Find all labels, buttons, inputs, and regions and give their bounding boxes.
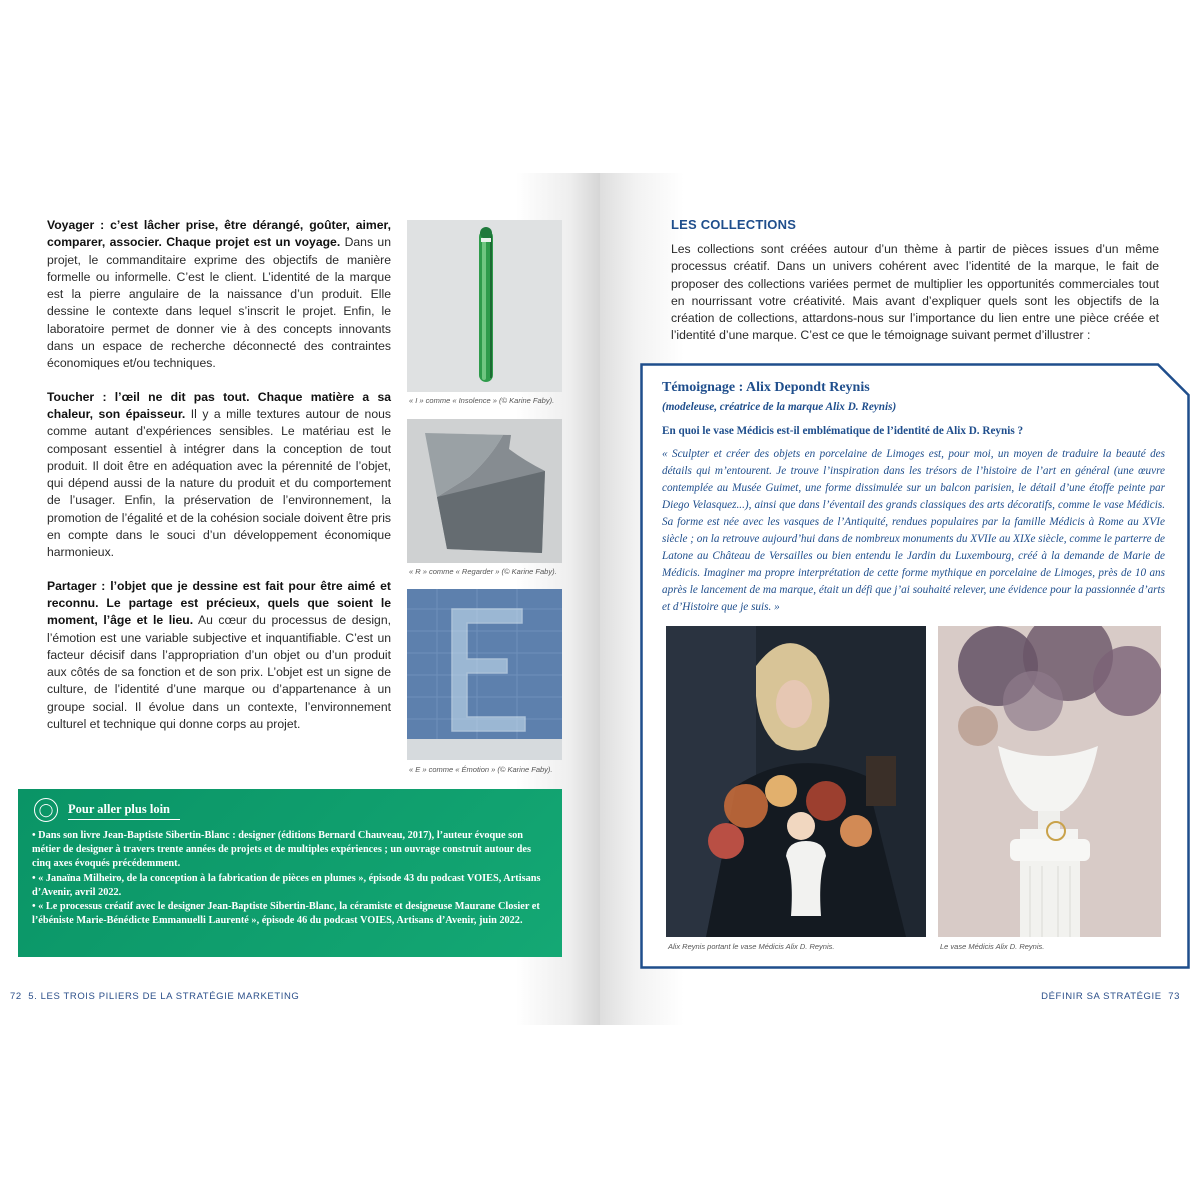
paragraph-partager <box>47 578 391 734</box>
paragraph-toucher <box>47 389 391 562</box>
list-item: • « Le processus créatif avec le designer Jean-Baptiste Sibertin-Blanc, la céramiste et designeuse Maurane Closier et l’ébéniste Marie-Bénédicte Emmanuelli Laurenté », épisode 46 du podcast VOIES, Artisans d’Avenir, juin 2022. <box>32 901 540 927</box>
photo-alix-reynis <box>666 626 926 937</box>
lightbulb-icon: ◯ <box>34 798 58 822</box>
paragraph-body: Il y a mille textures autour de nous comme autant d’expériences sensibles. Le matériau est le composant essentiel à intégrer dans la conception de tout produit. Il doit être en adéquation avec la pérennité de l’objet, qui dépend aussi de la nature du produit et du comportement de l’usager. Enfin, la préservation de l’environnement, la promotion de l’égalité et de la cohésion sociale doivent être pris en compte dans le souci d’un développement économique harmonieux. <box>47 406 391 560</box>
photo-letter-e <box>407 589 562 760</box>
left-page <box>0 173 600 1025</box>
caption-medicis-vase: Le vase Médicis Alix D. Reynis. <box>940 942 1045 951</box>
caption-letter-i: « I » comme « Insolence » (© Karine Faby). <box>409 396 555 405</box>
further-reading-title: Pour aller plus loin <box>68 802 180 820</box>
photo-medicis-vase <box>938 626 1161 937</box>
paragraph-body: Au cœur du processus de design, l’émotion est une variable subjective et inquantifiable. C’est un facteur décisif dans l’appropriation d’un objet ou d’un produit aux côtés de sa fonction et de son prix. L’objet est un signe de culture, de l’identité d’une marque ou d’appartenance à un groupe social. Il évolue dans un contexte, l’environnement culturel et technique qui donne corps au projet. <box>47 613 391 732</box>
testimony-name: Témoignage : Alix Depondt Reynis <box>662 380 870 395</box>
caption-letter-r: « R » comme « Regarder » (© Karine Faby). <box>409 567 557 576</box>
paragraph-voyager <box>47 217 391 373</box>
photo-letter-r <box>407 419 562 563</box>
paragraph-lead: Partager : l’objet que je dessine est fait pour être aimé et reconnu. Le partage est précieux, quels que soient le moment, l’âge et le lieu. <box>47 578 391 628</box>
running-head: 5. LES TROIS PILIERS DE LA STRATÉGIE MARKETING <box>28 991 300 1002</box>
paragraph-lead: Toucher : l’œil ne dit pas tout. Chaque matière a sa chaleur, son épaisseur. <box>47 389 391 421</box>
footer-right <box>1041 991 1180 1002</box>
paragraph-body: Dans un projet, le commanditaire exprime des objectifs de manière formelle ou informelle. C’est le client. L’identité de la marque est la pierre angulaire de la naissance d’un produit. Elle dessine le contexte dans lequel s’inscrit le projet. Enfin, le laboratoire permet de donner vie à des concepts innovants dans un espace de recherche déconnecté des contraintes économiques et/ou techniques. <box>47 235 391 371</box>
running-head: DÉFINIR SA STRATÉGIE <box>1041 991 1162 1002</box>
intro-paragraph: Les collections sont créées autour d’un thème à partir de pièces issues d’un même processus créatif. Dans un univers cohérent avec l’identité de la marque, le fait de proposer des collections variées permet de multiplier les opportunités commerciales tout en nourrissant votre créativité. Mais avant d’expliquer quels sont les objectifs de la création de collections, attardons-nous sur l’importance du lien entre une pièce créée et l’identité d’une marque. C’est ce que le témoignage suivant permet d’illustrer : <box>671 242 1159 343</box>
book-spread <box>0 173 1200 1025</box>
testimony-quote: « Sculpter et créer des objets en porcelaine de Limoges est, pour moi, un moyen de traduire la beauté des détails qui m’entourent. Je trouve l’inspiration dans les trésors de l’histoire de l’art en général (une œuvre contemplée au Musée Guimet, une forme dissimulée sur un balcon parisien, le détail d’une étoffe peinte par Diego Velasquez...), ainsi que dans l’éventail des grands classiques des arts décoratifs, comme le vase Médicis. Sa forme est née avec les vasques de l’Antiquité, rendues populaires par la famille Médicis à Rome au XVIe siècle ; on la retrouve aujourd’hui dans de nombreux monuments du XVIIe au XIXe siècle, comme le parterre de Latone au Château de Versailles ou bien entendu le Jardin du Luxembourg, créé à la demande de Marie de Médicis. Imaginer ma propre interprétation de cette forme mythique en porcelaine de Limoges, près de 10 ans après le lancement de ma marque, était un défi que j’ai souhaité relever, une évidence pour la passionnée d’arts et d’Histoire que je suis. » <box>662 448 1165 613</box>
caption-alix-reynis: Alix Reynis portant le vase Médicis Alix D. Reynis. <box>668 942 835 951</box>
left-text-column <box>47 217 391 749</box>
testimony-role: (modeleuse, créatrice de la marque Alix D. Reynis) <box>662 401 897 413</box>
further-reading-box <box>18 789 562 957</box>
page-number: 73 <box>1168 991 1180 1002</box>
list-item: • « Janaïna Milheiro, de la conception à la fabrication de pièces en plumes », épisode 43 du podcast VOIES, Artisans d’Avenir, avril 2022. <box>32 872 541 898</box>
caption-letter-e: « E » comme « Émotion » (© Karine Faby). <box>409 765 553 774</box>
further-reading-list <box>32 829 552 928</box>
footer-left <box>10 991 299 1002</box>
section-title: LES COLLECTIONS <box>671 217 797 232</box>
photo-letter-i <box>407 220 562 392</box>
testimony-question: En quoi le vase Médicis est-il emblématique de l’identité de Alix D. Reynis ? <box>662 425 1024 437</box>
list-item: • Dans son livre Jean-Baptiste Sibertin-Blanc : designer (éditions Bernard Chauveau, 2017), l’auteur évoque son métier de designer à travers trente années de projets et de multiples expériences ; un ouvrage construit autour des cinq axes évoqués précédemment. <box>32 830 531 870</box>
page-number: 72 <box>10 991 22 1002</box>
paragraph-lead: Voyager : c’est lâcher prise, être dérangé, goûter, aimer, comparer, associer. Chaque projet est un voyage. <box>47 218 391 250</box>
